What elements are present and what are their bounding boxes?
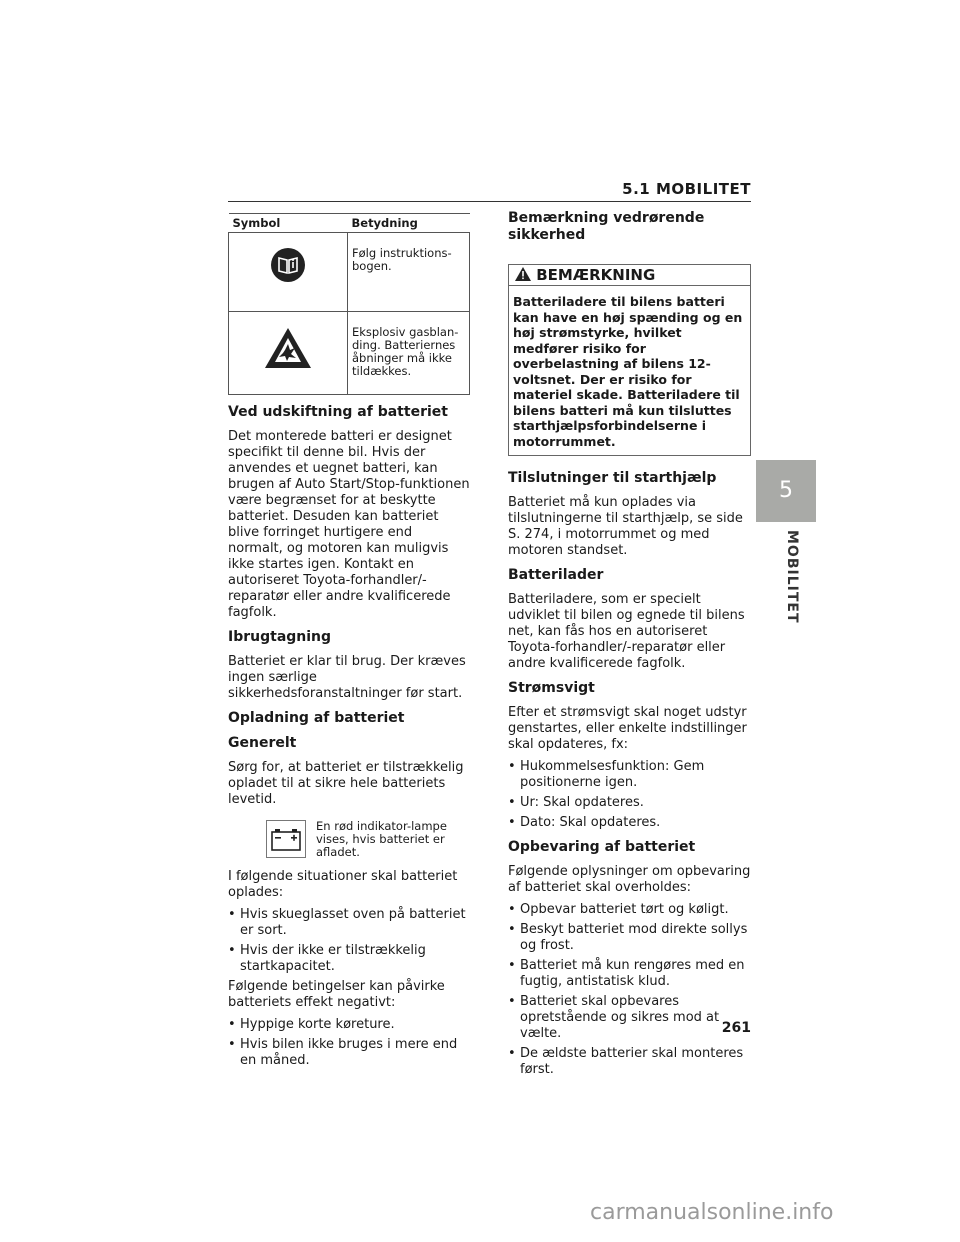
right-column bbox=[508, 208, 751, 1082]
list-item: • Ur: Skal opdateres. bbox=[508, 795, 751, 811]
storage-list bbox=[508, 902, 751, 1078]
heading-general: Generelt bbox=[228, 735, 297, 751]
list-item: • Beskyt batteriet mod direkte sollys og frost. bbox=[508, 922, 751, 954]
list-item: • De ældste batterier skal monteres først. bbox=[508, 1046, 751, 1078]
table-row bbox=[229, 312, 470, 395]
section-header: 5.1 MOBILITET bbox=[622, 180, 751, 198]
heading-commission: Ibrugtagning bbox=[228, 629, 332, 645]
warning-lamp-text: En rød indikator-lampe vises, hvis batteriet er afladet. bbox=[316, 819, 447, 859]
explosive-gas-icon bbox=[263, 326, 313, 370]
paragraph-situations: I følgende situationer skal batteriet oplades: bbox=[228, 869, 458, 900]
paragraph-general: Sørg for, at batteriet er tilstrækkelig opladet til at sikre hele batteriets levetid. bbox=[228, 760, 464, 807]
heading-charging: Opladning af batteriet bbox=[228, 710, 405, 726]
table-row bbox=[229, 233, 470, 312]
list-item: • Hvis der ikke er tilstrækkelig startkapacitet. bbox=[228, 943, 470, 975]
heading-jump: Tilslutninger til starthjælp bbox=[508, 470, 717, 486]
paragraph-outage: Efter et strømsvigt skal noget udstyr genstartes, eller enkelte indstillinger skal opdateres, fx: bbox=[508, 705, 747, 752]
list-item: • Hyppige korte køreture. bbox=[228, 1017, 470, 1033]
list-item: • Hvis skueglasset oven på batteriet er sort. bbox=[228, 907, 470, 939]
list-item: • Hukommelsesfunktion: Gem positionerne igen. bbox=[508, 759, 751, 791]
situations-list bbox=[228, 907, 470, 975]
watermark: carmanualsonline.info bbox=[590, 1200, 834, 1225]
paragraph-conditions: Følgende betingelser kan påvirke batteriets effekt negativt: bbox=[228, 979, 445, 1010]
warning-lamp-row bbox=[228, 820, 470, 859]
table-header-symbol: Symbol bbox=[229, 214, 348, 233]
paragraph-storage: Følgende oplysninger om opbevaring af batteriet skal overholdes: bbox=[508, 864, 751, 895]
chapter-number: 5 bbox=[779, 478, 793, 503]
table-cell-meaning: Eksplosiv gasblan-ding. Batteriernes åbninger må ikke tildækkes. bbox=[348, 312, 470, 395]
list-item: • Opbevar batteriet tørt og køligt. bbox=[508, 902, 751, 918]
list-item: • Dato: Skal opdateres. bbox=[508, 815, 751, 831]
heading-replace: Ved udskiftning af batteriet bbox=[228, 404, 448, 420]
manual-book-icon bbox=[270, 247, 306, 283]
list-item: • Hvis bilen ikke bruges i mere end en måned. bbox=[228, 1037, 470, 1069]
paragraph-jump: Batteriet må kun oplades via tilslutningerne til starthjælp, se side S. 274, i motorrummet og med motoren standset. bbox=[508, 495, 743, 558]
symbol-table bbox=[228, 213, 470, 395]
heading-safety: Bemærkning vedrørende sikkerhed bbox=[508, 210, 705, 243]
table-header-meaning: Betydning bbox=[348, 214, 470, 233]
chapter-label: MOBILITET bbox=[784, 530, 800, 624]
paragraph-charger: Batteriladere, som er specielt udviklet til bilen og egnede til bilens net, kan fås hos en autoriseret Toyota-forhandler/-reparatør eller andre kvalificerede fagfolk. bbox=[508, 592, 745, 671]
paragraph-commission: Batteriet er klar til brug. Der kræves ingen særlige sikkerhedsforanstaltninger før start. bbox=[228, 654, 466, 701]
battery-warning-icon bbox=[267, 821, 305, 857]
outage-list bbox=[508, 759, 751, 831]
warning-triangle-icon bbox=[515, 267, 531, 281]
list-item: • Batteriet må kun rengøres med en fugtig, antistatisk klud. bbox=[508, 958, 751, 990]
conditions-list bbox=[228, 1017, 470, 1069]
list-item: • Batteriet skal opbevares opretstående og sikres mod at vælte. bbox=[508, 994, 751, 1042]
heading-charger: Batterilader bbox=[508, 567, 604, 583]
notice-box bbox=[508, 264, 751, 456]
paragraph-replace: Det monterede batteri er designet specifikt til denne bil. Hvis der anvendes et uegnet batteri, kan brugen af Auto Start/Stop-funktionen være begrænset for at beskytte batteriet. Desuden kan batteriet blive forringet hurtigere end normalt, og motoren kan muligvis ikke startes igen. Kontakt en autoriseret Toyota-forhandler/-reparatør eller andre kvalificerede fagfolk. bbox=[228, 429, 470, 620]
left-column bbox=[228, 213, 470, 1073]
heading-storage: Opbevaring af batteriet bbox=[508, 839, 696, 855]
table-cell-meaning: Følg instruktions-bogen. bbox=[348, 233, 470, 312]
page-number: 261 bbox=[721, 1020, 751, 1036]
chapter-tab bbox=[756, 460, 816, 522]
header-rule bbox=[228, 201, 751, 202]
heading-outage: Strømsvigt bbox=[508, 680, 595, 696]
notice-title: BEMÆRKNING bbox=[536, 266, 656, 284]
notice-body: Batteriladere til bilens batteri kan have en høj spænding og en høj strømstyrke, hvilket medfører risiko for overbelastning af bilens 12-voltsnet. Der er risiko for materiel skade. Batteriladere til bilens batteri må kun tilsluttes starthjælpsforbindelserne i motorrummet. bbox=[513, 294, 743, 449]
